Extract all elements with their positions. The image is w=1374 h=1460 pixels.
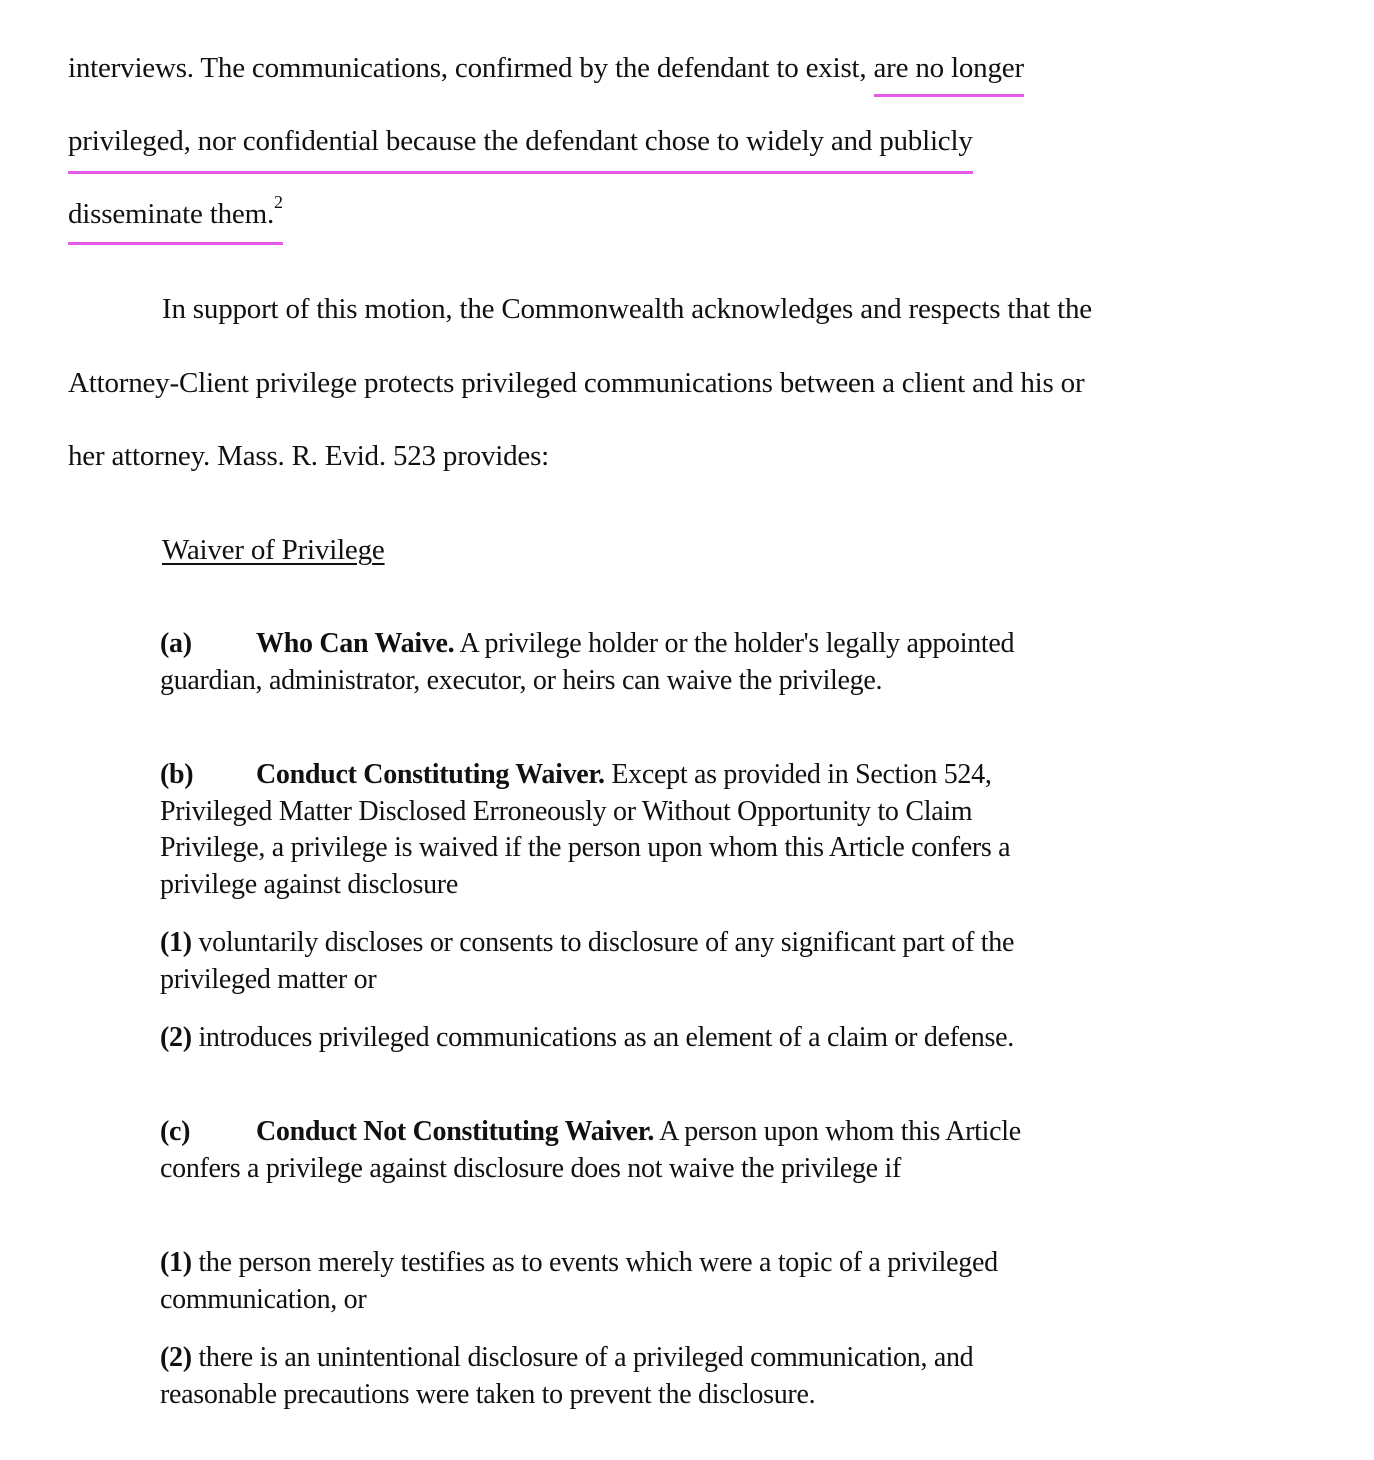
- highlighted-text: privileged, nor confidential because the defendant chose to widely and publicly: [68, 125, 973, 174]
- section-c-title: Conduct Not Constituting Waiver.: [256, 1116, 655, 1147]
- section-b-label: (b): [160, 759, 194, 790]
- section-a-label: (a): [160, 628, 192, 659]
- rule-section-a: [160, 626, 1080, 699]
- section-c-item-1-label: (1): [160, 1247, 192, 1278]
- section-a-title: Who Can Waive.: [256, 628, 455, 659]
- paragraph-2-line-1: In support of this motion, the Commonwealth acknowledges and respects that the: [162, 293, 1092, 325]
- section-c-item-2-text: there is an unintentional disclosure of a privileged communication, and reasonable precautions were taken to prevent the disclosure.: [160, 1342, 974, 1410]
- section-b-item-2-text: introduces privileged communications as an element of a claim or defense.: [191, 1022, 1014, 1053]
- paragraph-1-line-2: [68, 124, 973, 158]
- highlighted-text: are no longer: [874, 52, 1024, 97]
- rule-heading-text: Waiver of Privilege: [162, 534, 385, 566]
- rule-section-c: [160, 1114, 1080, 1187]
- section-a-text: A privilege holder or the holder's legally appointed guardian, administrator, executor, or heirs can waive the privilege.: [160, 628, 1015, 696]
- section-c-text: A person upon whom this Article confers a privilege against disclosure does not waive the privilege if: [160, 1116, 1021, 1184]
- section-b-title: Conduct Constituting Waiver.: [256, 759, 605, 790]
- paragraph-1-line-3: [68, 192, 283, 231]
- section-b-item-2: [160, 1020, 1080, 1057]
- section-c-item-2: [160, 1340, 1080, 1413]
- section-b-text: Except as provided in Section 524, Privileged Matter Disclosed Erroneously or Without Opportunity to Claim Privilege, a privilege is waived if the person upon whom this Article confers a privilege against disclosure: [160, 759, 1011, 900]
- section-c-item-1-text: the person merely testifies as to events which were a topic of a privileged communication, or: [160, 1247, 998, 1315]
- section-b-item-1-text: voluntarily discloses or consents to disclosure of any significant part of the privileged matter or: [160, 927, 1015, 995]
- highlighted-text: disseminate them.: [68, 198, 275, 230]
- rule-heading: [162, 533, 385, 567]
- paragraph-1-line-1-text: interviews. The communications, confirmed by the defendant to exist,: [68, 52, 874, 84]
- rule-section-b: [160, 757, 1080, 903]
- paragraph-2-line-3: her attorney. Mass. R. Evid. 523 provides:: [68, 440, 550, 472]
- section-b-item-2-label: (2): [160, 1022, 192, 1053]
- section-b-item-1-label: (1): [160, 927, 192, 958]
- section-b-item-1: [160, 925, 1080, 998]
- section-c-label: (c): [160, 1116, 191, 1147]
- paragraph-2-line-2: Attorney-Client privilege protects privileged communications between a client and his or: [68, 367, 1085, 399]
- paragraph-1-line-1: [68, 51, 1024, 85]
- section-c-item-1: [160, 1245, 1080, 1318]
- section-c-item-2-label: (2): [160, 1342, 192, 1373]
- footnote-reference[interactable]: 2: [274, 192, 283, 213]
